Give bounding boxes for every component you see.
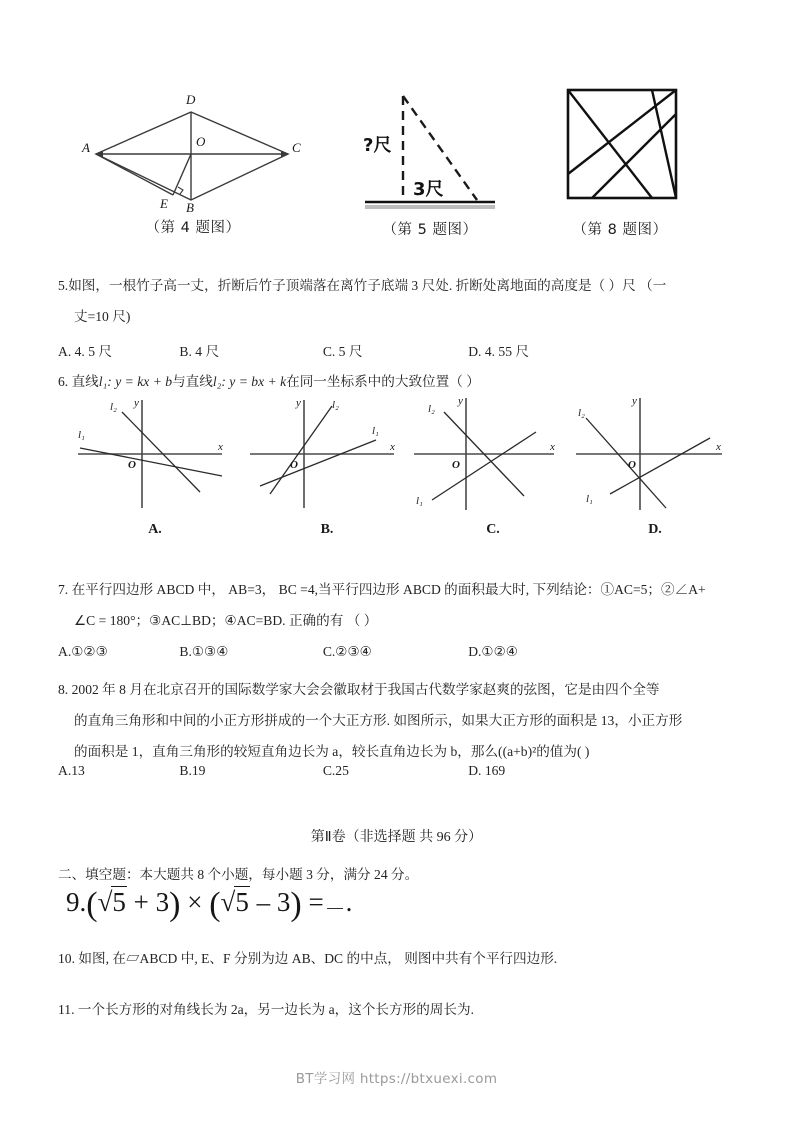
graph-b-drawing [242, 392, 412, 516]
question-6-mid: 与直线 [172, 374, 213, 389]
q9-radicand-1: 5 [112, 887, 126, 917]
q9-radicand-2: 5 [235, 887, 249, 917]
q9-period: . [345, 887, 353, 917]
part2-heading: 第Ⅱ卷（非选择题 共 96 分） [310, 830, 483, 845]
q9-open-paren: ( [86, 886, 98, 923]
question-5-choices [58, 340, 758, 360]
question-9-number: 9. [66, 887, 87, 917]
svg-text:x: x [390, 441, 395, 453]
choice-8-b[interactable]: B.19 [179, 763, 206, 778]
figure-5-caption: （第 5 题图） [382, 222, 478, 238]
figure-8-xiantu [556, 78, 684, 239]
question-7 [58, 574, 748, 636]
choice-8-a[interactable]: A.13 [58, 763, 85, 778]
q9-open-paren-2: ( [209, 886, 221, 923]
svg-text:l₂: l₂ [332, 399, 339, 411]
question-7-choices [58, 644, 758, 660]
svg-text:A: A [82, 140, 90, 155]
figure-5-drawing [355, 78, 505, 214]
svg-text:y: y [458, 395, 463, 407]
q9-close-paren-1: ) [169, 886, 181, 923]
graph-d-drawing [570, 392, 740, 516]
svg-text:x: x [716, 441, 721, 453]
question-8-line-3: 的面积是 1，直角三角形的较短直角边长为 a，较长直角边长为 b，那么((a+b)²的值为( ) [74, 744, 590, 759]
sqrt-icon-1: √ [97, 887, 113, 917]
question-10: 10. 如图, 在▱ABCD 中, E、F 分别为边 AB、DC 的中点， 则图中共有个平行四边形. [58, 951, 558, 966]
choice-5-b[interactable]: B. 4 尺 [179, 344, 220, 359]
svg-text:l₁: l₁ [416, 495, 423, 507]
svg-text:O: O [128, 459, 136, 471]
figure-5-bamboo [355, 78, 505, 239]
svg-text:l₁: l₁ [586, 493, 593, 505]
q9-plus3: + 3 [133, 887, 170, 917]
choice-5-a[interactable]: A. 4. 5 尺 [58, 344, 112, 359]
question-6-graphs [0, 392, 793, 542]
graph-c-label: C. [486, 522, 500, 537]
site-watermark: BT学习网 https://btxuexi.com [295, 1071, 498, 1087]
question-9-formula [66, 886, 352, 924]
choice-8-c[interactable]: C.25 [322, 763, 349, 778]
svg-text:3尺: 3尺 [413, 179, 444, 200]
svg-text:O: O [290, 459, 298, 471]
svg-text:D: D [186, 92, 196, 107]
svg-text:l₁: l₁ [78, 429, 85, 441]
question-6-eq1: : y = kx + b [107, 374, 173, 389]
q9-minus3: – 3 [256, 887, 291, 917]
question-5-line-2: 丈=10 尺) [74, 309, 131, 324]
graph-option-a[interactable] [70, 392, 240, 537]
question-5 [58, 270, 748, 332]
svg-text:?尺: ?尺 [363, 135, 392, 156]
q9-times: × [187, 887, 203, 917]
question-6-eq2: : y = bx + k [221, 374, 287, 389]
question-6-prefix: 6. 直线 [58, 374, 99, 389]
q9-equals: = [308, 887, 324, 917]
figure-4-drawing [78, 82, 308, 212]
svg-text:l₂: l₂ [428, 403, 435, 415]
question-8 [58, 674, 748, 767]
figure-8-caption: （第 8 题图） [572, 222, 668, 238]
figure-4-rhombus [78, 82, 308, 237]
svg-text:E: E [160, 196, 168, 211]
graph-a-drawing [70, 392, 240, 516]
graph-b-label: B. [320, 522, 334, 537]
sqrt-icon-2: √ [220, 887, 236, 917]
part2-section-title: 二、填空题：本大题共 8 个小题，每小题 3 分，满分 24 分。 [58, 867, 419, 882]
question-8-line-1: 8. 2002 年 8 月在北京召开的国际数学家大会会徽取材于我国古代数学家赵爽的弦图，它是由四个全等 [58, 682, 660, 697]
svg-text:O: O [196, 134, 206, 149]
graph-a-label: A. [148, 522, 162, 537]
svg-text:y: y [296, 397, 301, 409]
graph-c-drawing [408, 392, 578, 516]
svg-text:y: y [632, 395, 637, 407]
choice-5-d[interactable]: D. 4. 55 尺 [468, 344, 530, 359]
figure-8-drawing [556, 78, 684, 214]
choice-7-b[interactable]: B.①③④ [179, 644, 229, 659]
choice-5-c[interactable]: C. 5 尺 [322, 344, 363, 359]
question-6-suffix: 在同一坐标系中的大致位置（ ） [286, 374, 480, 389]
q9-answer-blank[interactable] [327, 908, 343, 909]
question-5-line-1: 5.如图，一根竹子高一丈，折断后竹子顶端落在离竹子底端 3 尺处. 折断处离地面的高度是（ ）尺 （一 [58, 278, 667, 293]
question-11: 11. 一个长方形的对角线长为 2a，另一边长为 a，这个长方形的周长为. [58, 1002, 474, 1017]
choice-7-d[interactable]: D.①②④ [468, 644, 518, 659]
svg-text:l₂: l₂ [578, 407, 585, 419]
graph-option-b[interactable] [242, 392, 412, 537]
question-8-line-2: 的直角三角形和中间的小正方形拼成的一个大正方形. 如图所示，如果大正方形的面积是 13，小正方形 [74, 713, 683, 728]
question-6-l2: l₂ [212, 374, 222, 389]
graph-d-label: D. [648, 522, 662, 537]
choice-7-c[interactable]: C.②③④ [322, 644, 372, 659]
figure-row [0, 78, 793, 243]
svg-text:O: O [628, 459, 636, 471]
svg-text:O: O [452, 459, 460, 471]
svg-text:l₂: l₂ [110, 401, 117, 413]
svg-text:l₁: l₁ [372, 425, 379, 437]
graph-option-d[interactable] [570, 392, 740, 537]
question-7-line-1: 7. 在平行四边形 ABCD 中， AB=3， BC =4,当平行四边形 ABCD 的面积最大时, 下列结论：①AC=5；②∠A+ [58, 582, 706, 597]
question-7-line-2: ∠C = 180°；③AC⊥BD；④AC=BD. 正确的有 （ ） [74, 613, 378, 628]
svg-text:C: C [292, 140, 301, 155]
svg-text:x: x [550, 441, 555, 453]
choice-8-d[interactable]: D. 169 [468, 763, 506, 778]
figure-4-caption: （第 4 题图） [145, 220, 241, 236]
question-8-choices [58, 763, 758, 779]
svg-text:B: B [186, 200, 194, 212]
choice-7-a[interactable]: A.①②③ [58, 644, 108, 659]
q9-close-paren-2: ) [290, 886, 302, 923]
graph-option-c[interactable] [408, 392, 578, 537]
svg-text:x: x [218, 441, 223, 453]
svg-text:y: y [134, 397, 139, 409]
question-6-l1: l₁ [98, 374, 108, 389]
